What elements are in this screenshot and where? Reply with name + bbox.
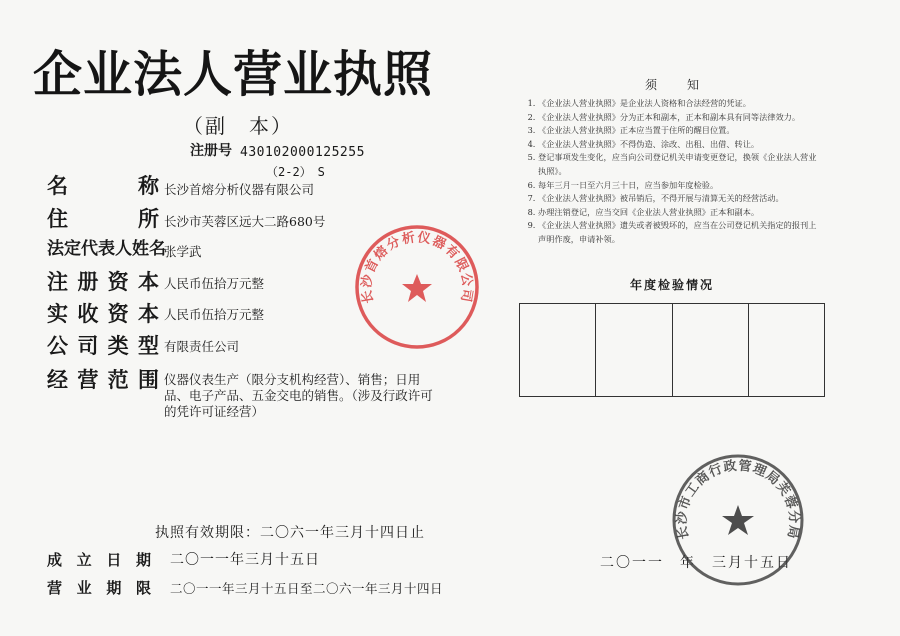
inspection-cell [596, 304, 672, 396]
inspection-cell [673, 304, 749, 396]
document-subtitle: （副 本） [183, 114, 293, 138]
notice-item: 4. 《企业法人营业执照》不得伪造、涂改、出租、出借、转让。 [538, 138, 824, 152]
field-label-registered-capital: 注 册 资 本 [47, 270, 159, 294]
annual-inspection-grid [519, 303, 825, 397]
field-value-name: 长沙首熔分析仪器有限公司 [164, 182, 315, 197]
inspection-cell [749, 304, 824, 396]
notice-item: 7. 《企业法人营业执照》被吊销后，不得开展与清算无关的经营活动。 [538, 192, 824, 206]
field-label-legal-rep: 法定代表人姓名 [47, 239, 166, 259]
business-term-label: 营 业 期 限 [47, 579, 151, 597]
field-value-legal-rep: 张学武 [164, 244, 202, 259]
notice-item: 2. 《企业法人营业执照》分为正本和副本，正本和副本具有同等法律效力。 [538, 111, 824, 125]
field-value-registered-capital: 人民币伍拾万元整 [164, 276, 265, 291]
field-label-business-scope: 经 营 范 围 [47, 368, 159, 392]
company-seal-text: 长沙首熔分析仪器有限公司 [359, 230, 475, 305]
notice-item: 1. 《企业法人营业执照》是企业法人资格和合法经营的凭证。 [538, 97, 824, 111]
registration-label: 注册号 [190, 143, 232, 159]
notice-item: 3. 《企业法人营业执照》正本应当置于住所的醒目位置。 [538, 124, 824, 138]
star-icon [722, 505, 754, 535]
document-title: 企业法人营业执照 [33, 46, 434, 103]
notice-item: 8. 办理注销登记，应当交回《企业法人营业执照》正本和副本。 [538, 206, 824, 220]
business-term-value: 二〇一一年三月十五日至二〇六一年三月十四日 [170, 581, 444, 596]
star-icon [402, 274, 432, 302]
notice-item: 9. 《企业法人营业执照》遗失或者被毁坏的，应当在公司登记机关指定的报刊上声明作废，申请补领。 [538, 219, 824, 246]
notice-title: 须知 [645, 78, 730, 92]
authority-seal-text: 长沙市工商行政管理局芙蓉分局 [674, 458, 802, 541]
field-label-address: 住 所 [47, 207, 159, 231]
annual-inspection-title: 年度检验情况 [630, 278, 715, 292]
company-seal [352, 222, 482, 352]
field-label-company-type: 公 司 类 型 [47, 334, 159, 358]
notice-item: 6. 每年三月一日至六月三十日，应当参加年度检验。 [538, 179, 824, 193]
inspection-cell [520, 304, 596, 396]
field-value-company-type: 有限责任公司 [164, 339, 240, 354]
field-value-business-scope: 仪器仪表生产（限分支机构经营）、销售；日用品、电子产品、五金交电的销售。（涉及行政许可的凭许可证经营） [164, 372, 433, 419]
notice-list [524, 97, 824, 247]
copy-number: （2-2） S [266, 165, 325, 179]
registration-number: 430102000125255 [240, 145, 365, 160]
established-label: 成 立 日 期 [47, 551, 151, 569]
field-label-name: 名 称 [47, 174, 159, 198]
validity-period: 执照有效期限：二〇六一年三月十四日止 [155, 525, 425, 541]
issue-date: 二〇一一 年 三月十五日 [600, 555, 792, 571]
field-value-address: 长沙市芙蓉区远大二路680号 [164, 214, 326, 229]
notice-item: 5. 登记事项发生变化，应当向公司登记机关申请变更登记，换领《企业法人营业执照》。 [538, 151, 824, 178]
field-label-paid-capital: 实 收 资 本 [47, 302, 159, 326]
established-value: 二〇一一年三月十五日 [170, 552, 320, 568]
field-value-paid-capital: 人民币伍拾万元整 [164, 307, 265, 322]
